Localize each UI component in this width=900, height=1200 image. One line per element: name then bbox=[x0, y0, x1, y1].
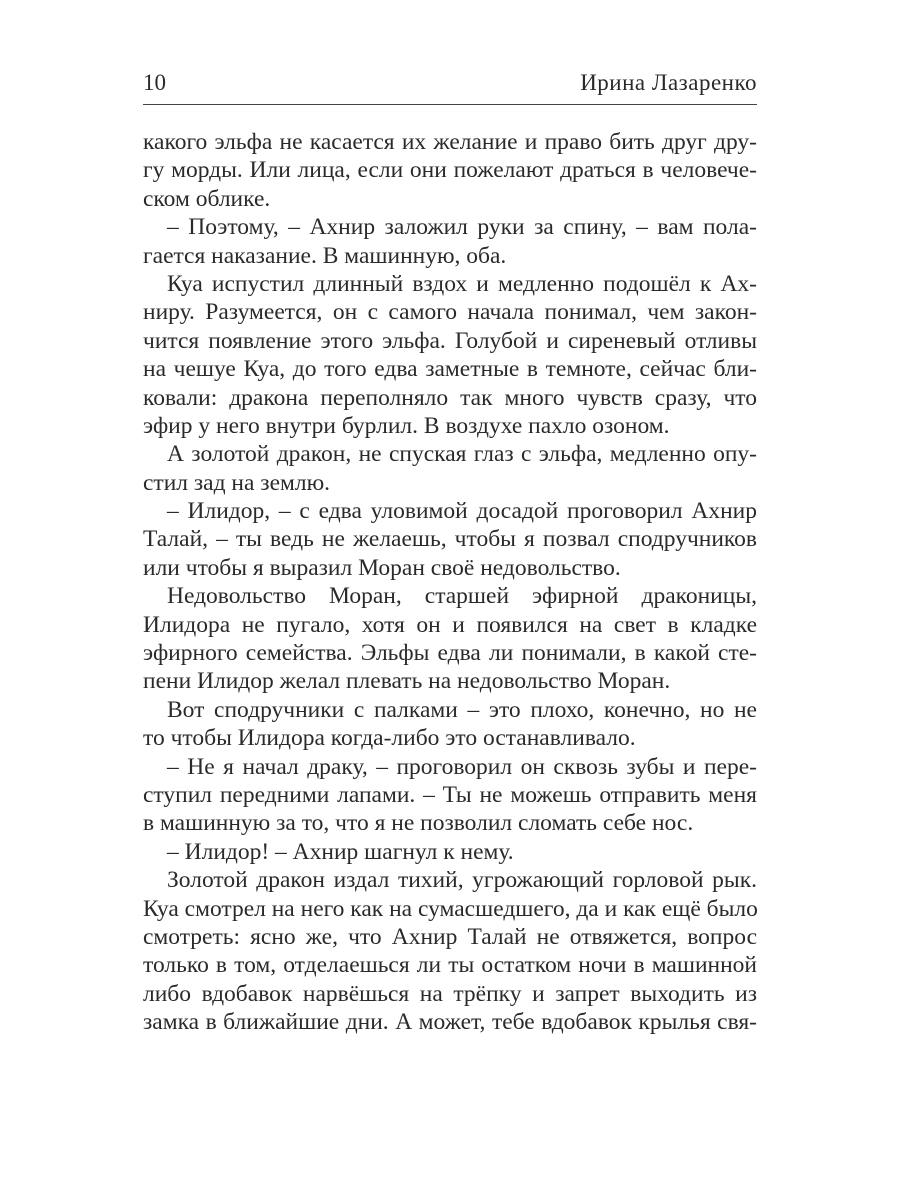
text-line: Вот сподручники с палками – это плохо, конечно, но не bbox=[167, 696, 757, 723]
text-line: ступил передними лапами. – Ты не можешь отправить меня bbox=[143, 781, 757, 808]
paragraph bbox=[143, 696, 757, 753]
text-line: пени Илидор желал плевать на недовольство Моран. bbox=[143, 668, 671, 695]
paragraph bbox=[143, 440, 757, 497]
text-line: какого эльфа не касается их желание и право бить друг дру- bbox=[143, 129, 757, 155]
paragraph bbox=[143, 128, 757, 213]
text-line: – Илидор! – Ахнир шагнул к нему. bbox=[167, 838, 514, 865]
text-line: либо вдобавок нарвёшься на трёпку и запрет выходить из bbox=[143, 980, 757, 1007]
paragraph bbox=[143, 866, 757, 1036]
running-header bbox=[143, 62, 757, 105]
text-line: эфир у него внутри бурлил. В воздухе пахло озоном. bbox=[143, 412, 670, 439]
text-line: эфирного семейства. Эльфы едва ли понимали, в какой сте- bbox=[143, 640, 757, 667]
text-line: Куа смотрел на него как на сумасшедшего, да и как ещё было bbox=[143, 895, 758, 922]
paragraph bbox=[143, 213, 757, 270]
text-line: только в том, отделаешься ли ты остатком ночи в машинной bbox=[143, 952, 757, 979]
text-line: гу морды. Или лица, если они пожелают драться в человече- bbox=[143, 157, 757, 184]
running-header-author: Ирина Лазаренко bbox=[580, 70, 757, 95]
text-line: то чтобы Илидора когда-либо это останавливало. bbox=[143, 725, 636, 752]
text-line: – Поэтому, – Ахнир заложил руки за спину, – вам пола- bbox=[167, 214, 757, 241]
text-line: ниру. Разумеется, он с самого начала понимал, чем закон- bbox=[143, 299, 757, 326]
text-line: Талай, – ты ведь не желаешь, чтобы я позвал сподручников bbox=[143, 526, 757, 553]
text-line: Илидора не пугало, хотя он и появился на свет в кладке bbox=[143, 611, 757, 638]
page-body-text bbox=[143, 128, 757, 1037]
paragraph bbox=[143, 753, 757, 838]
text-line: чится появление этого эльфа. Голубой и сиреневый отливы bbox=[143, 327, 757, 354]
text-line: ском облике. bbox=[143, 185, 271, 212]
text-line: Куа испустил длинный вздох и медленно подошёл к Ах- bbox=[167, 270, 757, 297]
text-line: в машинную за то, что я не позволил сломать себе нос. bbox=[143, 810, 694, 837]
text-line: – Илидор, – с едва уловимой досадой проговорил Ахнир bbox=[167, 498, 757, 525]
text-line: замка в ближайшие дни. А может, тебе вдобавок крылья свя- bbox=[143, 1009, 757, 1036]
text-line: или чтобы я выразил Моран своё недовольство. bbox=[143, 554, 621, 581]
text-line: на чешуе Куа, до того едва заметные в темноте, сейчас бли- bbox=[143, 356, 757, 383]
paragraph bbox=[143, 270, 757, 440]
text-line: – Не я начал драку, – проговорил он сквозь зубы и пере- bbox=[167, 753, 757, 780]
text-line: смотреть: ясно же, что Ахнир Талай не отвяжется, вопрос bbox=[143, 923, 757, 950]
text-line: ковали: дракона переполняло так много чувств сразу, что bbox=[143, 384, 757, 411]
paragraph bbox=[143, 582, 757, 696]
page-number: 10 bbox=[143, 70, 166, 95]
text-line: гается наказание. В машинную, оба. bbox=[143, 242, 507, 269]
text-line: стил зад на землю. bbox=[143, 469, 331, 496]
text-line: Золотой дракон издал тихий, угрожающий горловой рык. bbox=[167, 867, 757, 894]
text-line: А золотой дракон, не спуская глаз с эльфа, медленно опу- bbox=[167, 441, 757, 468]
paragraph bbox=[143, 497, 757, 582]
text-line: Недовольство Моран, старшей эфирной драконицы, bbox=[167, 583, 757, 610]
paragraph bbox=[143, 838, 757, 866]
